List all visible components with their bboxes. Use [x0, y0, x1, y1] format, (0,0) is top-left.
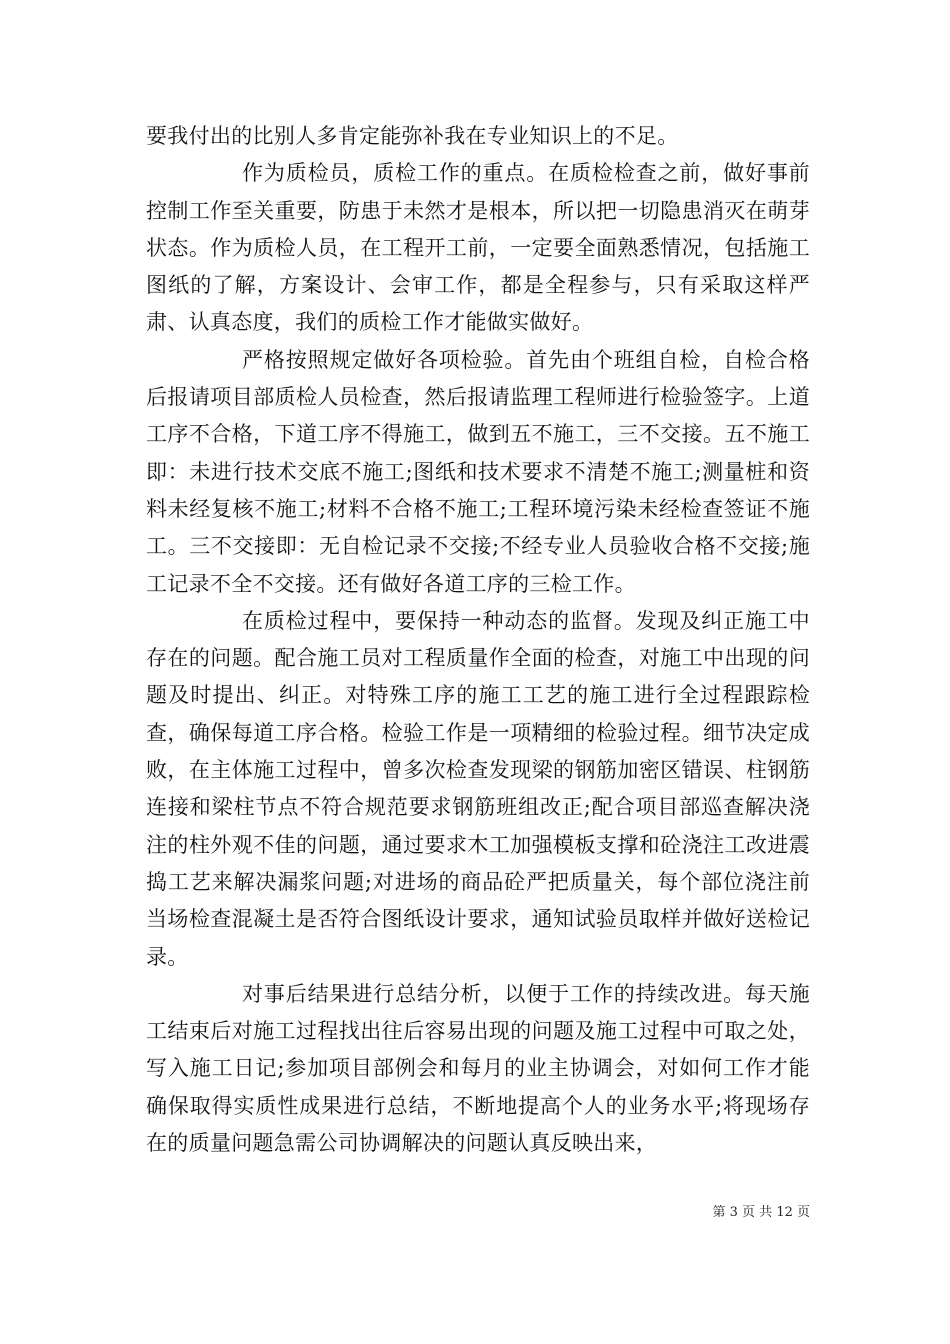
document-body	[146, 118, 810, 1162]
paragraph-continuation: 要我付出的比别人多肯定能弥补我在专业知识上的不足。	[146, 124, 679, 148]
paragraph-summary-analysis: 对事后结果进行总结分析，以便于工作的持续改进。每天施工结束后对施工过程找出往后容易出现的问题及施工过程中可取之处，写入施工日记;参加项目部例会和每月的业主协调会，对如何工作才能确保取得实质性成果进行总结，不断地提高个人的业务水平;将现场存在的质量问题急需公司协调解决的问题认真反映出来，	[146, 981, 810, 1156]
page-number-footer: 第 3 页 共 12 页	[712, 1205, 810, 1220]
paragraph-inspection-rules: 严格按照规定做好各项检验。首先由个班组自检，自检合格后报请项目部质检人员检查，然后报请监理工程师进行检验签字。上道工序不合格，下道工序不得施工，做到五不施工，三不交接。五不施工即：未进行技术交底不施工;图纸和技术要求不清楚不施工;测量桩和资料未经复核不施工;材料不合格不施工;工程环境污染未经检查签证不施工。三不交接即：无自检记录不交接;不经专业人员验收合格不交接;施工记录不全不交接。还有做好各道工序的三检工作。	[146, 347, 810, 596]
paragraph-dynamic-supervision: 在质检过程中，要保持一种动态的监督。发现及纠正施工中存在的问题。配合施工员对工程质量作全面的检查，对施工中出现的问题及时提出、纠正。对特殊工序的施工工艺的施工进行全过程跟踪检查，确保每道工序合格。检验工作是一项精细的检验过程。细节决定成败，在主体施工过程中，曾多次检查发现梁的钢筋加密区错误、柱钢筋连接和梁柱节点不符合规范要求钢筋班组改正;配合项目部巡查解决浇注的柱外观不佳的问题，通过要求木工加强模板支撑和砼浇注工改进震捣工艺来解决漏浆问题;对进场的商品砼严把质量关，每个部位浇注前当场检查混凝土是否符合图纸设计要求，通知试验员取样并做好送检记录。	[146, 608, 810, 969]
paragraph-quality-focus: 作为质检员，质检工作的重点。在质检检查之前，做好事前控制工作至关重要，防患于未然才是根本，所以把一切隐患消灭在萌芽状态。作为质检人员，在工程开工前，一定要全面熟悉情况，包括施工图纸的了解，方案设计、会审工作，都是全程参与，只有采取这样严肃、认真态度，我们的质检工作才能做实做好。	[146, 161, 810, 335]
